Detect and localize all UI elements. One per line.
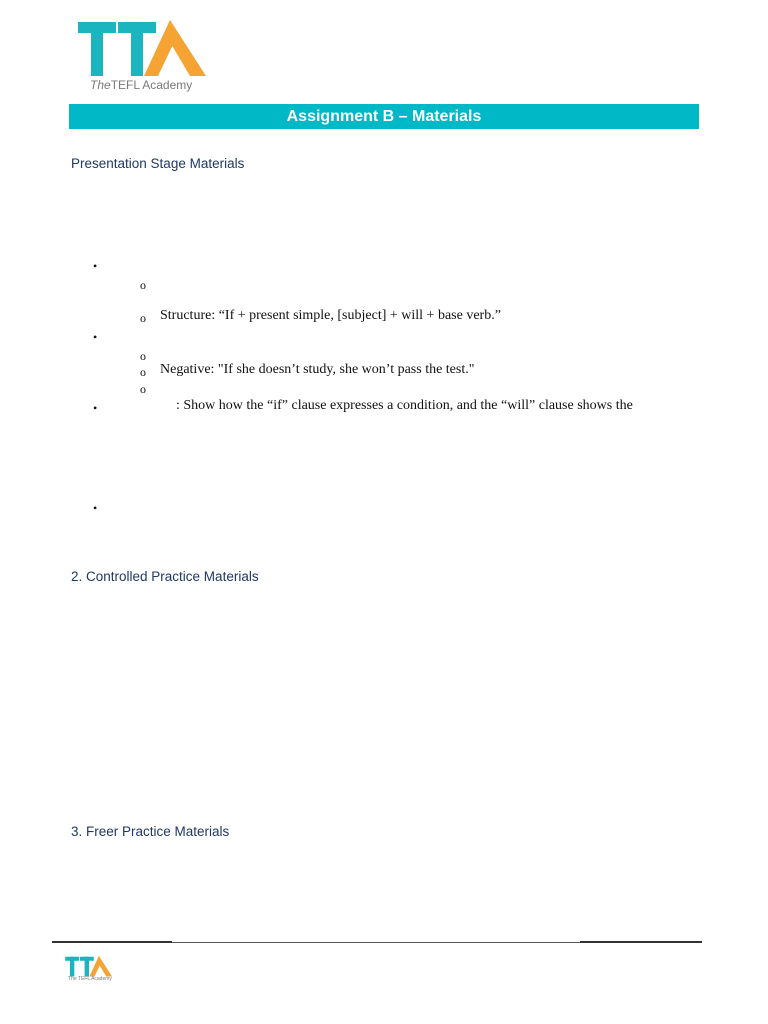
sub-bullet-4: o <box>140 365 146 379</box>
bullet-4: • <box>93 501 98 515</box>
page-title: Assignment B – Materials <box>286 107 482 125</box>
logo-subtitle: TheTEFL Academy <box>90 78 193 92</box>
title-bar <box>69 104 699 129</box>
sub-bullet-3: o <box>140 349 146 363</box>
footer-divider-left-accent <box>52 941 172 943</box>
explain-text: : Show how the “if” clause expresses a condition, and the “will” clause shows the <box>176 398 633 413</box>
section-heading-presentation: Presentation Stage Materials <box>71 156 245 171</box>
sub-bullet-1: o <box>140 278 146 292</box>
section-heading-freer: 3. Freer Practice Materials <box>71 824 230 839</box>
tta-logo <box>78 20 208 96</box>
bullet-1: • <box>93 259 98 273</box>
sub-bullet-5: o <box>140 382 146 396</box>
footer-divider-right-accent <box>580 941 702 943</box>
footer-logo <box>64 956 114 986</box>
tta-logo-mark <box>78 20 208 80</box>
footer-logo-mark <box>64 956 114 978</box>
structure-text: Structure: “If + present simple, [subject] + will + base verb.” <box>160 308 501 323</box>
bullet-3: • <box>93 401 98 415</box>
sub-bullet-2: o <box>140 311 146 325</box>
section-heading-controlled: 2. Controlled Practice Materials <box>71 569 259 584</box>
negative-text: Negative: "If she doesn’t study, she won’t pass the test." <box>160 362 475 377</box>
bullet-2: • <box>93 330 98 344</box>
footer-logo-subtitle: The TEFL Academy <box>68 976 112 982</box>
